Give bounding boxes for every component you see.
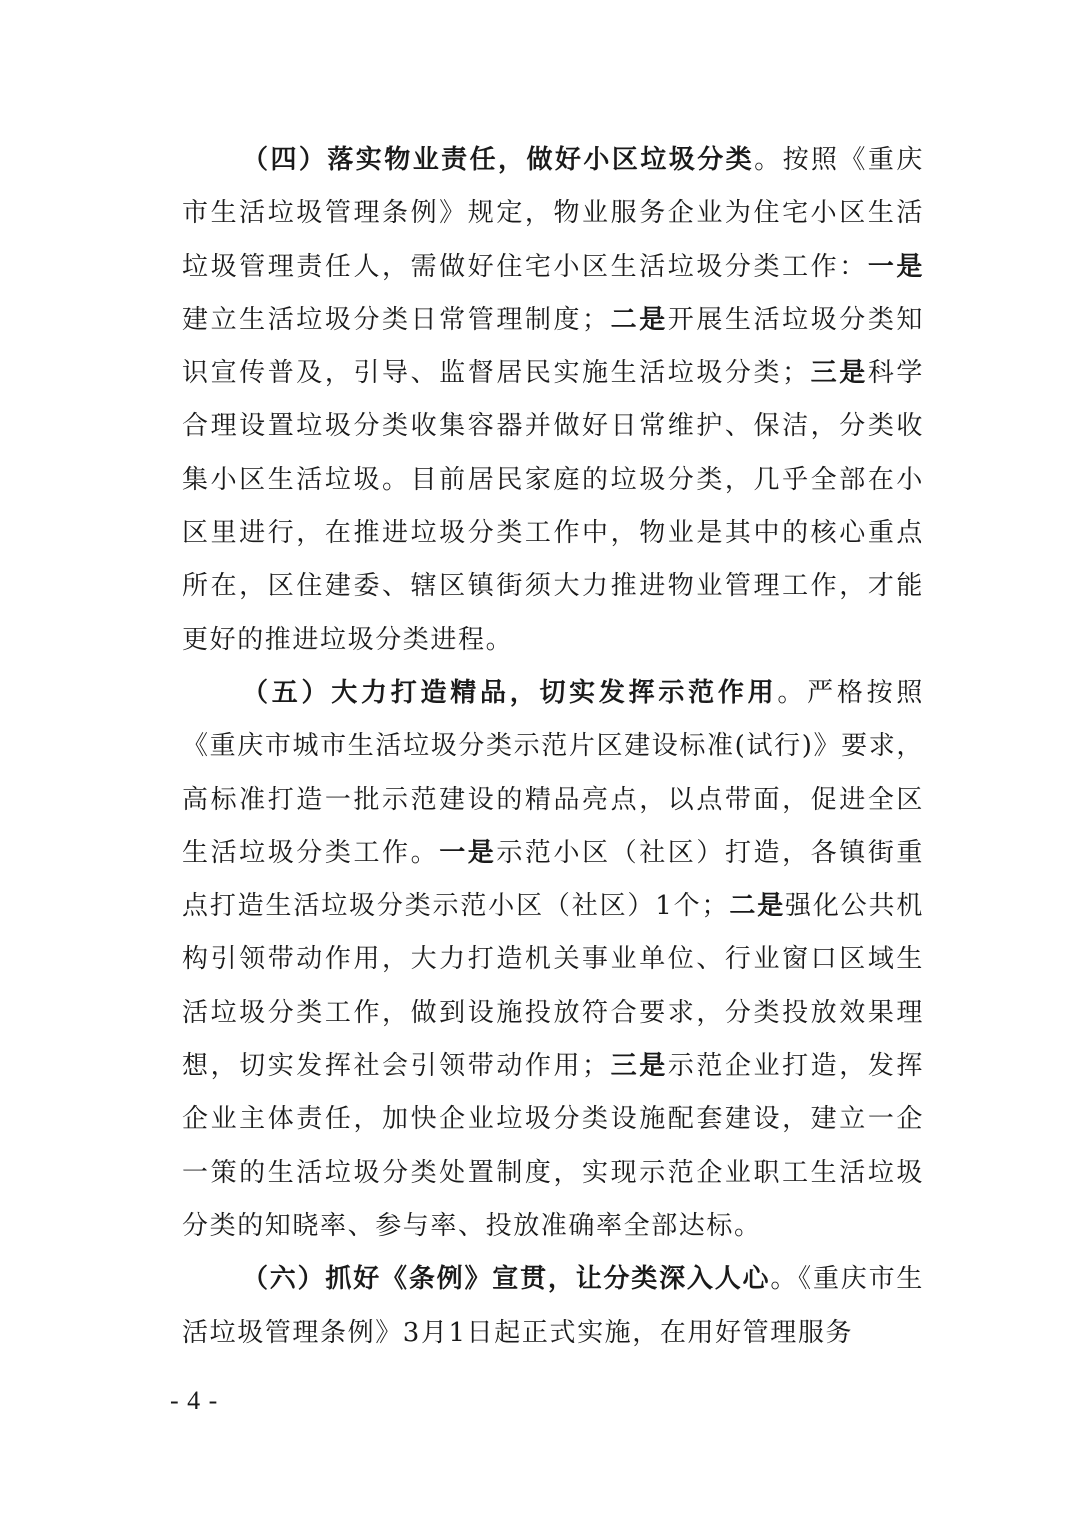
page-number: - 4 - — [170, 1386, 219, 1415]
text-segment: 。严格按照《重庆市城市生活垃圾分类示范片区建设标准(试行)》要求，高标准打造一批示范建设的精品亮点，以点带面，促进全区生活垃圾分类工作。 — [182, 677, 924, 868]
section-heading-5: （五）大力打造精品，切实发挥示范作用 — [242, 677, 778, 708]
text-segment: 科学合理设置垃圾分类收集容器并做好日常维护、保洁，分类收集小区生活垃圾。目前居民家庭的垃圾分类，几乎全部在小区里进行，在推进垃圾分类工作中，物业是其中的核心重点所在，区住建委、辖区镇街须大力推进物业管理工作，才能更好的推进垃圾分类进程。 — [182, 358, 925, 655]
emphasis-first: 一是 — [867, 251, 925, 282]
text-segment: 。《重庆市生活垃圾管理条例》3月1日起正式实施，在用好管理服务 — [182, 1264, 924, 1348]
emphasis-second: 二是 — [609, 304, 668, 335]
paragraph-6 — [182, 1253, 924, 1360]
emphasis-first: 一是 — [439, 837, 497, 868]
text-segment: 。按照《重庆市生活垃圾管理条例》规定，物业服务企业为住宅小区生活垃圾管理责任人，需做好住宅小区生活垃圾分类工作： — [182, 145, 924, 282]
paragraph-5 — [182, 667, 924, 1253]
section-heading-4: （四）落实物业责任，做好小区垃圾分类 — [242, 145, 755, 175]
document-body — [182, 134, 924, 1360]
text-segment: 强化公共机构引领带动作用，大力打造机关事业单位、行业窗口区域生活垃圾分类工作，做到设施投放符合要求，分类投放效果理想，切实发挥社会引领带动作用； — [182, 891, 924, 1082]
text-segment: 开展生活垃圾分类知识宣传普及，引导、监督居民实施生活垃圾分类； — [182, 304, 924, 389]
emphasis-third: 三是 — [809, 358, 868, 389]
section-heading-6: （六）抓好《条例》宣贯，让分类深入人心 — [242, 1264, 771, 1295]
text-segment: 示范小区（社区）打造，各镇街重点打造生活垃圾分类示范小区（社区）1个； — [182, 837, 924, 922]
emphasis-third: 三是 — [609, 1051, 668, 1082]
text-segment: 示范企业打造，发挥企业主体责任，加快企业垃圾分类设施配套建设，建立一企一策的生活垃圾分类处置制度，实现示范企业职工生活垃圾分类的知晓率、参与率、投放准确率全部达标。 — [182, 1051, 924, 1241]
emphasis-second: 二是 — [729, 891, 786, 922]
text-segment: 建立生活垃圾分类日常管理制度； — [182, 304, 610, 335]
paragraph-4 — [182, 134, 924, 667]
